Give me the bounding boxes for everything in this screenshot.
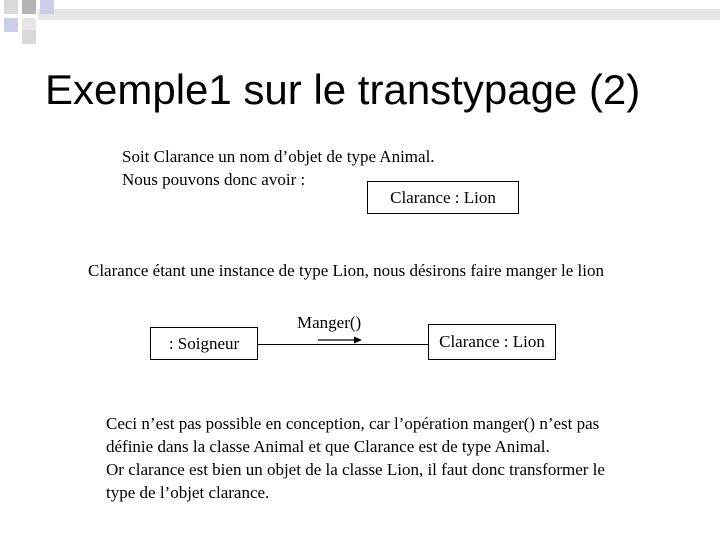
paragraph-line: Ceci n’est pas possible en conception, car l’opération manger() n’est pas (106, 414, 600, 433)
slide-header-decoration (0, 0, 720, 50)
explanation-paragraph (106, 412, 706, 504)
instance-sentence: Clarance étant une instance de type Lion, nous désirons faire manger le lion (88, 261, 604, 280)
intro-line-1: Soit Clarance un nom d’objet de type Animal. (122, 147, 435, 166)
paragraph-line: type de l’objet clarance. (106, 483, 270, 502)
receiver-label: Clarance : Lion (439, 332, 545, 351)
receiver-object-box (428, 324, 556, 360)
sender-object-box (150, 327, 258, 360)
message-label: Manger() (297, 313, 362, 332)
message-arrow-icon (318, 335, 362, 347)
object-box-label: Clarance : Lion (390, 187, 496, 207)
slide-title: Exemple1 sur le transtypage (2) (45, 66, 641, 113)
intro-line-2: Nous pouvons donc avoir : (122, 170, 306, 189)
paragraph-line: définie dans la classe Animal et que Clarance est de type Animal. (106, 437, 550, 456)
sender-label: : Soigneur (168, 333, 240, 353)
object-box-clarance-lion (367, 181, 519, 214)
paragraph-line: Or clarance est bien un objet de la classe Lion, il faut donc transformer le (106, 460, 605, 479)
